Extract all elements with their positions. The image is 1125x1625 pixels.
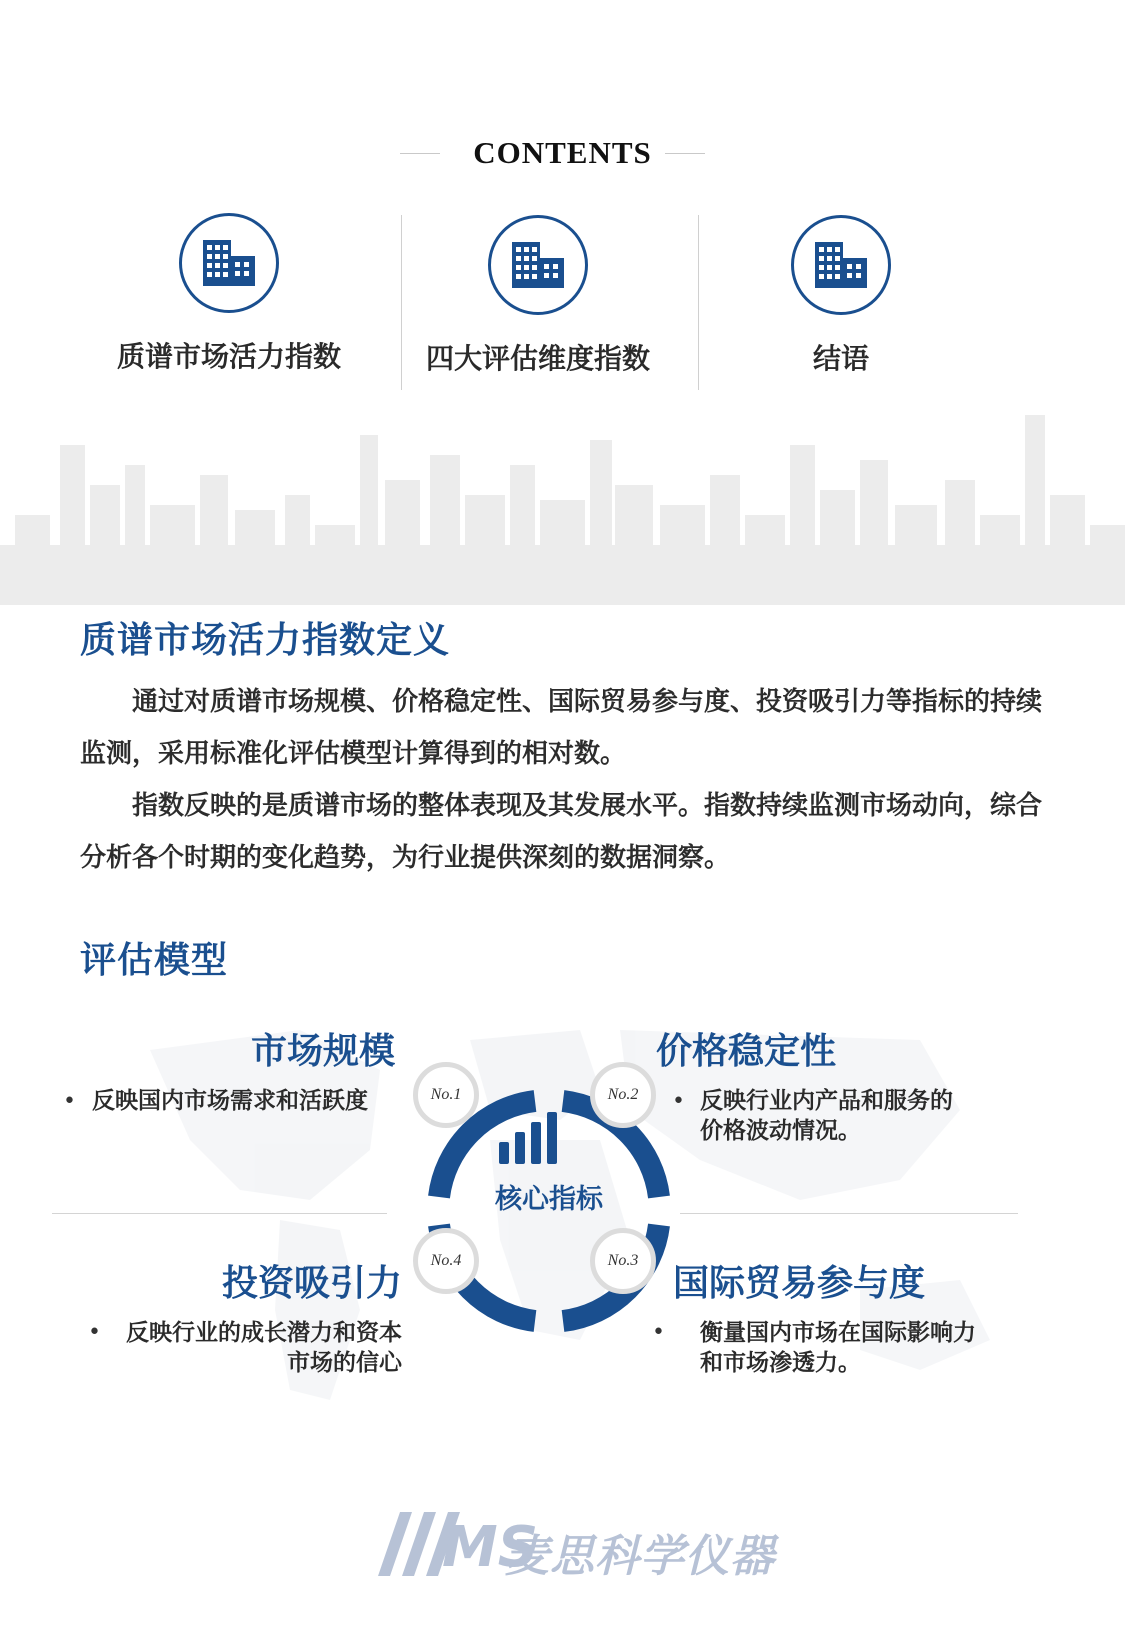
- contents-rule-right: [665, 153, 705, 154]
- bullet: •: [672, 1089, 685, 1114]
- model-divider-left: [52, 1213, 387, 1214]
- quadrant-title-investment-appeal: 投资吸引力: [221, 1262, 402, 1304]
- bullet: •: [63, 1089, 76, 1114]
- definition-heading: 质谱市场活力指数定义: [80, 619, 451, 661]
- bullet: •: [652, 1320, 665, 1345]
- quadrant-text-line: 和市场渗透力。: [700, 1349, 861, 1376]
- quadrant-text-investment-appeal: [126, 1318, 402, 1378]
- quadrant-title-trade-participation: 国际贸易参与度: [673, 1262, 926, 1304]
- building-icon: [791, 215, 891, 315]
- quadrant-text-line: 反映行业内产品和服务的: [700, 1087, 953, 1114]
- bar-chart-icon: [497, 1112, 563, 1164]
- quadrant-text-line: 市场的信心: [287, 1349, 402, 1376]
- badge-no1: No.1: [413, 1062, 479, 1128]
- company-logo-text: 麦思科学仪器: [505, 1531, 775, 1582]
- model-divider-right: [680, 1213, 1018, 1214]
- logo-mark-text: MS: [442, 1515, 539, 1580]
- building-icon: [488, 215, 588, 315]
- quadrant-text-trade-participation: [700, 1318, 976, 1378]
- toc-item-2[interactable]: [388, 215, 688, 377]
- quadrant-text-line: 反映国内市场需求和活跃度: [92, 1087, 368, 1114]
- bullet: •: [88, 1320, 101, 1345]
- toc-item-3[interactable]: [691, 215, 991, 377]
- definition-body: [80, 676, 1050, 884]
- quadrant-text-line: 衡量国内市场在国际影响力: [700, 1319, 976, 1346]
- core-indicator-label: 核心指标: [495, 1184, 603, 1215]
- quadrant-text-market-size: [92, 1086, 368, 1116]
- contents-title: CONTENTS: [473, 135, 652, 170]
- toc-label: 质谱市场活力指数: [116, 340, 341, 373]
- toc-label: 结语: [812, 342, 869, 375]
- company-logo-mark: [378, 1512, 539, 1580]
- quadrant-text-price-stability: [700, 1086, 953, 1146]
- quadrant-text-line: 价格波动情况。: [700, 1117, 861, 1144]
- definition-paragraph-1: 通过对质谱市场规模、价格稳定性、国际贸易参与度、投资吸引力等指标的持续监测，采用标准化评估模型计算得到的相对数。: [80, 687, 1043, 769]
- toc-label: 四大评估维度指数: [425, 342, 650, 375]
- model-heading: 评估模型: [80, 939, 229, 981]
- quadrant-title-market-size: 市场规模: [250, 1030, 395, 1072]
- badge-no4: No.4: [413, 1228, 479, 1294]
- building-icon: [179, 213, 279, 313]
- quadrant-title-price-stability: 价格稳定性: [656, 1030, 837, 1072]
- badge-no3: No.3: [590, 1228, 656, 1294]
- definition-paragraph-2: 指数反映的是质谱市场的整体表现及其发展水平。指数持续监测市场动向，综合分析各个时期的变化趋势，为行业提供深刻的数据洞察。: [80, 791, 1043, 873]
- badge-no2: No.2: [590, 1062, 656, 1128]
- toc-item-1[interactable]: [79, 213, 379, 375]
- city-skyline-background: [0, 405, 1125, 605]
- quadrant-text-line: 反映行业的成长潜力和资本: [126, 1319, 402, 1346]
